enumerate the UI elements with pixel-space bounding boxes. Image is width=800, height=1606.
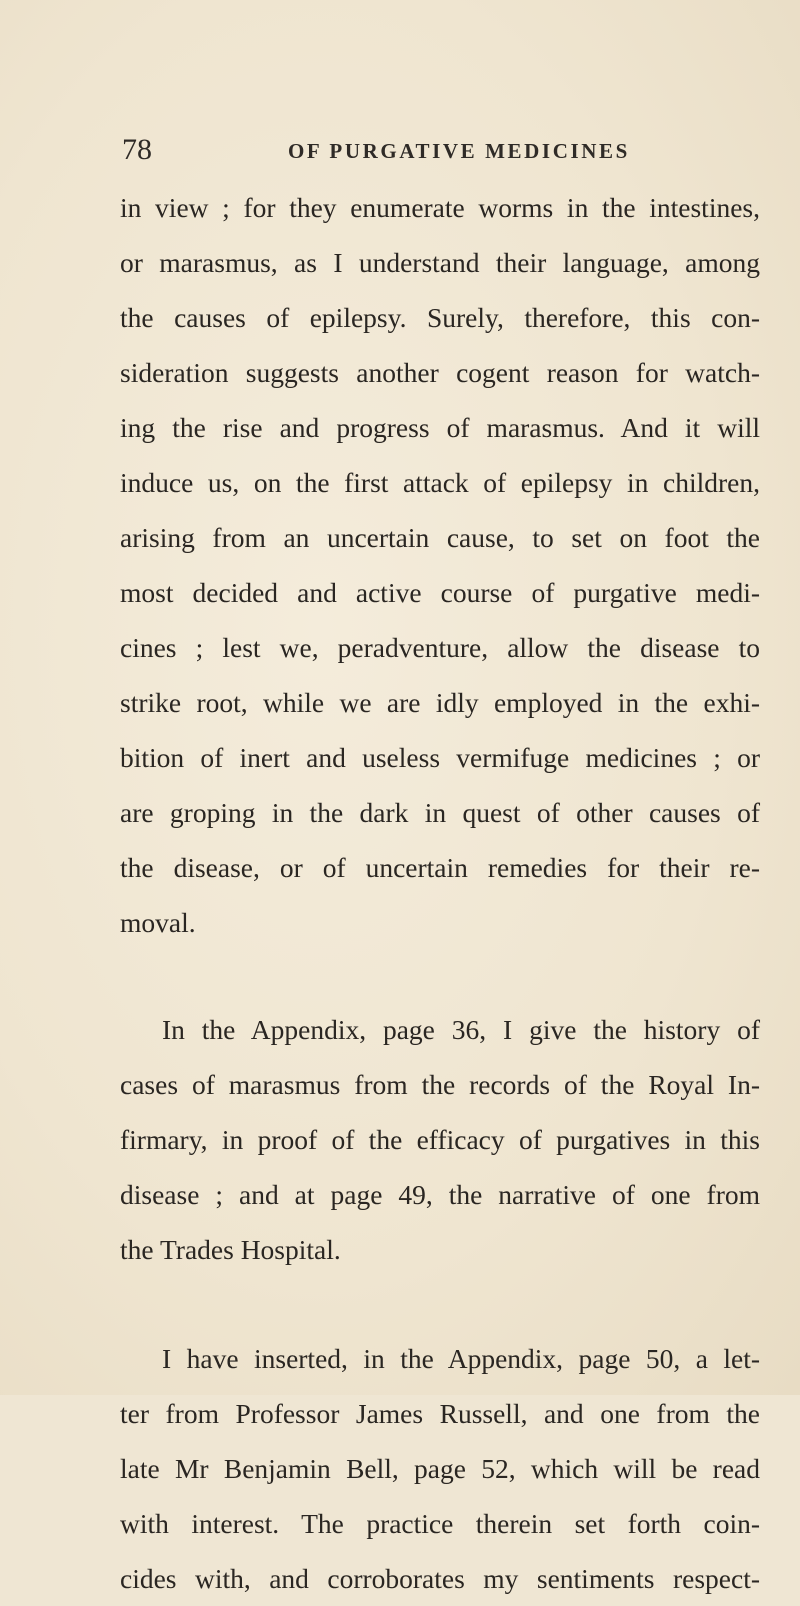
text-line: most decided and active course of purgative medi- (120, 577, 760, 608)
running-head: OF PURGATIVE MEDICINES (288, 139, 630, 163)
text-line: with interest. The practice therein set forth coin- (120, 1508, 760, 1539)
paragraph-2 (120, 1002, 760, 1277)
paragraph-3 (120, 1331, 760, 1606)
text-line: disease ; and at page 49, the narrative of one from (120, 1179, 760, 1210)
text-line: arising from an uncertain cause, to set on foot the (120, 522, 760, 553)
text-line: the Trades Hospital. (120, 1234, 341, 1265)
text-line: cides with, and corroborates my sentiments respect- (120, 1563, 760, 1594)
body-text (120, 180, 760, 1606)
text-line: firmary, in proof of the efficacy of purgatives in this (120, 1124, 760, 1155)
text-line: induce us, on the first attack of epilepsy in children, (120, 467, 760, 498)
text-line: cines ; lest we, peradventure, allow the disease to (120, 632, 760, 663)
text-line: In the Appendix, page 36, I give the history of (162, 1014, 760, 1045)
paragraph-1 (120, 180, 760, 950)
text-line: bition of inert and useless vermifuge medicines ; or (120, 742, 760, 773)
text-line: in view ; for they enumerate worms in the intestines, (120, 192, 760, 223)
text-line: ter from Professor James Russell, and one from the (120, 1398, 760, 1429)
text-line: or marasmus, as I understand their language, among (120, 247, 760, 278)
page-number: 78 (122, 133, 152, 166)
text-line: I have inserted, in the Appendix, page 50, a let- (162, 1343, 760, 1374)
text-line: strike root, while we are idly employed in the exhi- (120, 687, 760, 718)
text-line: moval. (120, 907, 196, 938)
paragraph-spacer (120, 1277, 760, 1331)
text-line: cases of marasmus from the records of the Royal In- (120, 1069, 760, 1100)
text-line: the causes of epilepsy. Surely, therefore, this con- (120, 302, 760, 333)
paragraph-spacer (120, 950, 760, 1002)
text-line: ing the rise and progress of marasmus. And it will (120, 412, 760, 443)
text-line: sideration suggests another cogent reason for watch- (120, 357, 760, 388)
page-header (122, 133, 682, 173)
text-line: the disease, or of uncertain remedies for their re- (120, 852, 760, 883)
text-line: are groping in the dark in quest of other causes of (120, 797, 760, 828)
text-line: late Mr Benjamin Bell, page 52, which will be read (120, 1453, 760, 1484)
